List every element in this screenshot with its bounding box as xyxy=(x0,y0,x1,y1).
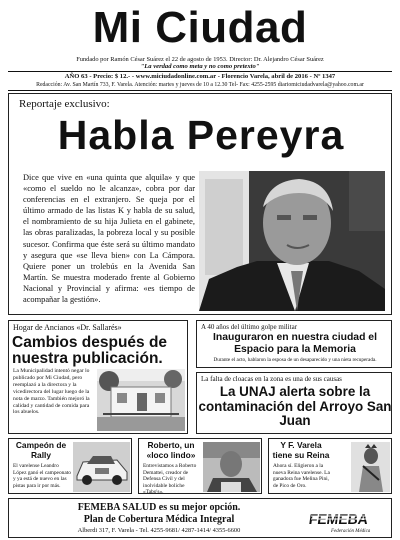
masthead-rule-bottom xyxy=(8,90,392,91)
hogar-photo xyxy=(97,369,185,431)
roberto-body: Entrevistamos a Roberto Demattei, creador de Defensa Civil y del inolvidable boliche «Tabo's». xyxy=(143,463,197,496)
main-story-photo xyxy=(199,171,385,311)
unaj-headline[interactable]: La UNAJ alerta sobre la contaminación del Arroyo San Juan xyxy=(198,384,392,429)
man-portrait-photo xyxy=(203,442,260,492)
portrait-photo xyxy=(199,171,385,311)
separator: - xyxy=(309,73,314,80)
main-story[interactable] xyxy=(8,93,392,315)
price-label: Precio: $ 12.- xyxy=(93,73,131,80)
hogar-story[interactable] xyxy=(8,320,188,434)
separator: - xyxy=(217,73,222,80)
reina-headline[interactable]: Y F. Varela tiene su Reina xyxy=(272,440,330,460)
unaj-story[interactable] xyxy=(196,372,392,434)
logo-subtitle: Federación Médica xyxy=(331,529,371,534)
ad-line-1: FEMEBA SALUD es su mejor opción. xyxy=(77,502,241,513)
aniversario-story[interactable] xyxy=(196,320,392,368)
reina-story[interactable] xyxy=(268,438,392,494)
masthead-rule-top xyxy=(8,71,392,72)
slogan: "La verdad como meta y no como pretexto" xyxy=(140,63,260,70)
redaccion-line: Redacción: Av. San Martín 733, F. Varela. Atención: martes y jueves de 10 a 12.30 Tel- Fax: 4255-2595 diariomiciudadvarela@yahoo.com.ar xyxy=(36,82,364,88)
founded-line: Fundado por Ramón César Suárez el 22 de agosto de 1953. Director: Dr. Alejandro César Suárez xyxy=(76,56,324,63)
main-story-body: Dice que vive en «una quinta que alquila» y que «como el sueldo no le alcanza», cobra por dar conferencias en el extranjero. Se queja por el último armado de las listas K y habla de su salud, el nombramiento de su hija Julieta en el gabinete, las obras paralizadas, la pobreza local y su posible sucesor. Confirma que éste será su último mandato y asegura que «se lleva bien» con La Cámpora. Quiere poner un trolebús en la Avenida San Martín. Se muestra moderado frente al Gobierno Nacional y Provincial y afirma: «es tiempo de acompañar la gestión». xyxy=(23,173,195,305)
hogar-kicker: Hogar de Ancianos «Dr. Sallarés» xyxy=(13,323,122,332)
issue-info-line xyxy=(8,73,392,81)
building-photo xyxy=(97,369,185,431)
roberto-headline[interactable]: Roberto, un «loco lindo» xyxy=(146,440,196,460)
roberto-photo xyxy=(203,442,260,492)
rally-car-photo xyxy=(73,442,130,492)
reina-photo xyxy=(351,442,390,492)
femeba-logo xyxy=(309,505,387,535)
separator: - xyxy=(131,73,136,80)
reina-body: Ahora sí. Eligieron a la nueva Reina varelense. La ganadora fue Melina Pini, de Pico de Oro. xyxy=(273,463,330,489)
issue-number: Nº 1347 xyxy=(313,73,336,80)
roberto-story[interactable] xyxy=(138,438,262,494)
aniversario-kicker: A 40 años del último golpe militar xyxy=(201,323,298,331)
rally-body: El varelense Leandro López ganó el campeonato y ya está de nuevo en las pistas para ir por más. xyxy=(13,463,71,489)
ad-address: Alberdi 317, F. Varela - Tel. 4255-9681/ 4287-1414/ 4355-6600 xyxy=(77,527,241,534)
rally-story[interactable] xyxy=(8,438,132,494)
separator: - xyxy=(89,73,94,80)
unaj-kicker: La falta de cloacas en la zona es una de sus causas xyxy=(201,375,342,383)
newspaper-title: Mi Ciudad xyxy=(92,3,308,52)
ad-line-2: Plan de Cobertura Médica Integral xyxy=(83,514,235,525)
aniversario-subtitle: Durante el acto, hablaron la esposa de un desaparecido y una nieta recuperada. xyxy=(213,357,377,363)
rally-headline[interactable]: Campeón de Rally xyxy=(15,440,67,460)
hogar-headline[interactable]: Cambios después de nuestra publicación. xyxy=(12,334,168,367)
main-story-kicker: Reportaje exclusivo: xyxy=(19,98,110,110)
queen-photo xyxy=(351,442,390,492)
hogar-body: La Municipalidad intentó negar lo publicado por Mi Ciudad, pero reemplazó a la directora y la vicedirectora del lugar luego de la nota de marzo. También mejoró la calidad y cantidad de comida para los abuelos. xyxy=(13,368,90,416)
main-story-headline[interactable]: Habla Pereyra xyxy=(57,112,345,158)
femeba-ad[interactable] xyxy=(8,498,392,538)
logo-wordmark: FEMEBA xyxy=(309,511,370,527)
femeba-logo-icon xyxy=(309,505,387,535)
rally-photo xyxy=(73,442,130,492)
location-date: Florencio Varela, abril de 2016 xyxy=(221,73,308,80)
aniversario-headline[interactable]: Inauguraron en nuestra ciudad el Espacio para la Memoria xyxy=(213,332,377,355)
masthead xyxy=(0,0,400,96)
website-link[interactable]: www.miciudadonline.com.ar xyxy=(135,73,217,80)
year-label: AÑO 63 xyxy=(64,73,88,80)
